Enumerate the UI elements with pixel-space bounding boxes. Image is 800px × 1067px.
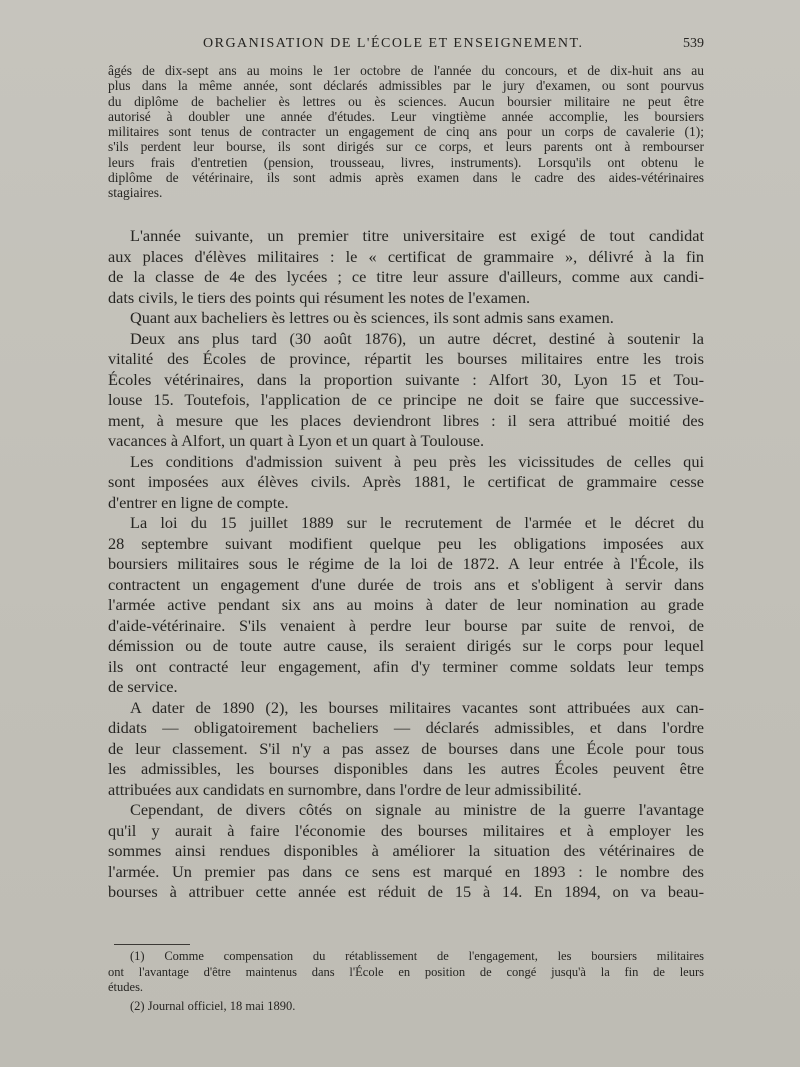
text-line: contractent un engagement d'une durée de trois ans et s'obligent à servir dans [108,574,704,594]
text-line: ment, à mesure que les places deviendront libres : il sera attribué moitié des [108,410,704,430]
text-line: l'armée active pendant six ans au moins à dater de leur nomination au grade [108,595,704,614]
text-line: démission ou de toute autre cause, ils seraient dirigés sur le corps pour lequel [108,636,704,655]
text-line: Deux ans plus tard (30 août 1876), un autre décret, destiné à soutenir la [130,328,704,348]
text-line: boursiers militaires sous le régime de la loi de 1872. A leur entrée à l'École, ils [108,554,704,573]
text-line: âgés de dix-sept ans au moins le 1er octobre de l'année du concours, et de dix-huit ans au [108,63,704,78]
text-line: diplôme de vétérinaire, ils sont admis après examen dans le cadre des aides-vétérinaires [108,170,704,186]
text-line: bourses à attribuer cette année est réduit de 15 à 14. En 1894, on va beau- [108,882,704,901]
footnotes [108,949,704,1014]
text-line: didats — obligatoirement bacheliers — déclarés admissibles, et dans l'ordre [108,718,704,737]
small-print-paragraph [108,63,704,201]
footnote-line: études. [108,980,144,994]
body-text [108,226,704,903]
text-line: de leur classement. S'il n'y a pas assez de bourses dans une École pour tous [108,738,704,758]
text-line: ils ont contracté leur engagement, afin d'y terminer comme soldats leur temps [108,656,704,676]
text-line: d'entrer en ligne de compte. [108,492,289,512]
footnote-divider [114,944,190,945]
footnote-2: (2) Journal officiel, 18 mai 1890. [130,998,296,1013]
text-line: A dater de 1890 (2), les bourses militaires vacantes sont attribuées aux can- [130,697,704,717]
page-number: 539 [683,36,704,51]
text-line: attribuées aux candidats en surnombre, dans l'ordre de leur admissibilité. [108,779,582,799]
page-header [108,36,704,54]
text-line: Écoles vétérinaires, dans la proportion suivante : Alfort 30, Lyon 15 et Tou- [108,369,704,389]
text-line: Quant aux bacheliers ès lettres ou ès sciences, ils sont admis sans examen. [130,308,614,327]
running-title: ORGANISATION DE L'ÉCOLE ET ENSEIGNEMENT. [203,36,584,51]
text-line: de la classe de 4e des lycées ; ce titre leur assure d'ailleurs, comme aux candi- [108,267,704,286]
text-line: d'aide-vétérinaire. S'ils venaient à perdre leur bourse par suite de renvoi, de [108,615,704,635]
text-line: leurs frais d'entretien (pension, trousseau, livres, instruments). Lorsqu'ils ont obtenu le [108,154,704,170]
text-line: sont imposées aux élèves civils. Après 1881, le certificat de grammaire cesse [108,472,704,491]
text-line: aux places d'élèves militaires : le « certificat de grammaire », délivré à la fin [108,246,704,266]
text-line: Cependant, de divers côtés on signale au ministre de la guerre l'avantage [130,800,704,819]
text-line: du diplôme de bachelier ès lettres ou ès sciences. Aucun boursier militaire ne peut être [108,93,704,109]
text-line: s'ils perdent leur bourse, ils sont dirigés sur ce corps, et leurs parents ont à rembourser [108,139,704,155]
text-line: louse 15. Toutefois, l'application de ce principe ne doit se faire que successive- [108,390,704,409]
text-line: vacances à Alfort, un quart à Lyon et un quart à Toulouse. [108,431,485,450]
text-line: sommes ainsi rendues disponibles à améliorer la situation des vétérinaires de [108,841,704,860]
text-line: l'armée. Un premier pas dans ce sens est marqué en 1893 : le nombre des [108,861,704,881]
text-line: autorisé à doubler une année d'études. Leur vingtième année accomplie, les boursiers [108,108,704,124]
text-line: plus dans la même année, sont déclarés admissibles par le jury d'examen, ou sont pourvus [108,78,704,94]
text-line: 28 septembre suivant modifient quelque peu les obligations imposées aux [108,533,704,553]
text-line: stagiaires. [108,185,163,201]
text-line: vitalité des Écoles de province, répartit les bourses militaires entre les trois [108,349,704,368]
text-line: les admissibles, les bourses disponibles dans les autres Écoles peuvent être [108,759,704,778]
text-line: L'année suivante, un premier titre universitaire est exigé de tout candidat [130,226,704,245]
footnote-line: ont l'avantage d'être maintenus dans l'École en position de congé jusqu'à la fin de leurs [108,964,704,979]
text-line: de service. [108,677,178,696]
text-line: militaires sont tenus de contracter un engagement de cinq ans pour un corps de cavalerie (1); [108,124,704,140]
text-line: La loi du 15 juillet 1889 sur le recrutement de l'armée et le décret du [130,513,704,532]
text-line: dats civils, le tiers des points qui résument les notes de l'examen. [108,287,531,307]
text-line: Les conditions d'admission suivent à peu près les vicissitudes de celles qui [130,451,704,471]
footnote-line: (1) Comme compensation du rétablissement de l'engagement, les boursiers militaires [130,949,704,963]
text-line: qu'il y aurait à faire l'économie des bourses militaires et à employer les [108,820,704,840]
